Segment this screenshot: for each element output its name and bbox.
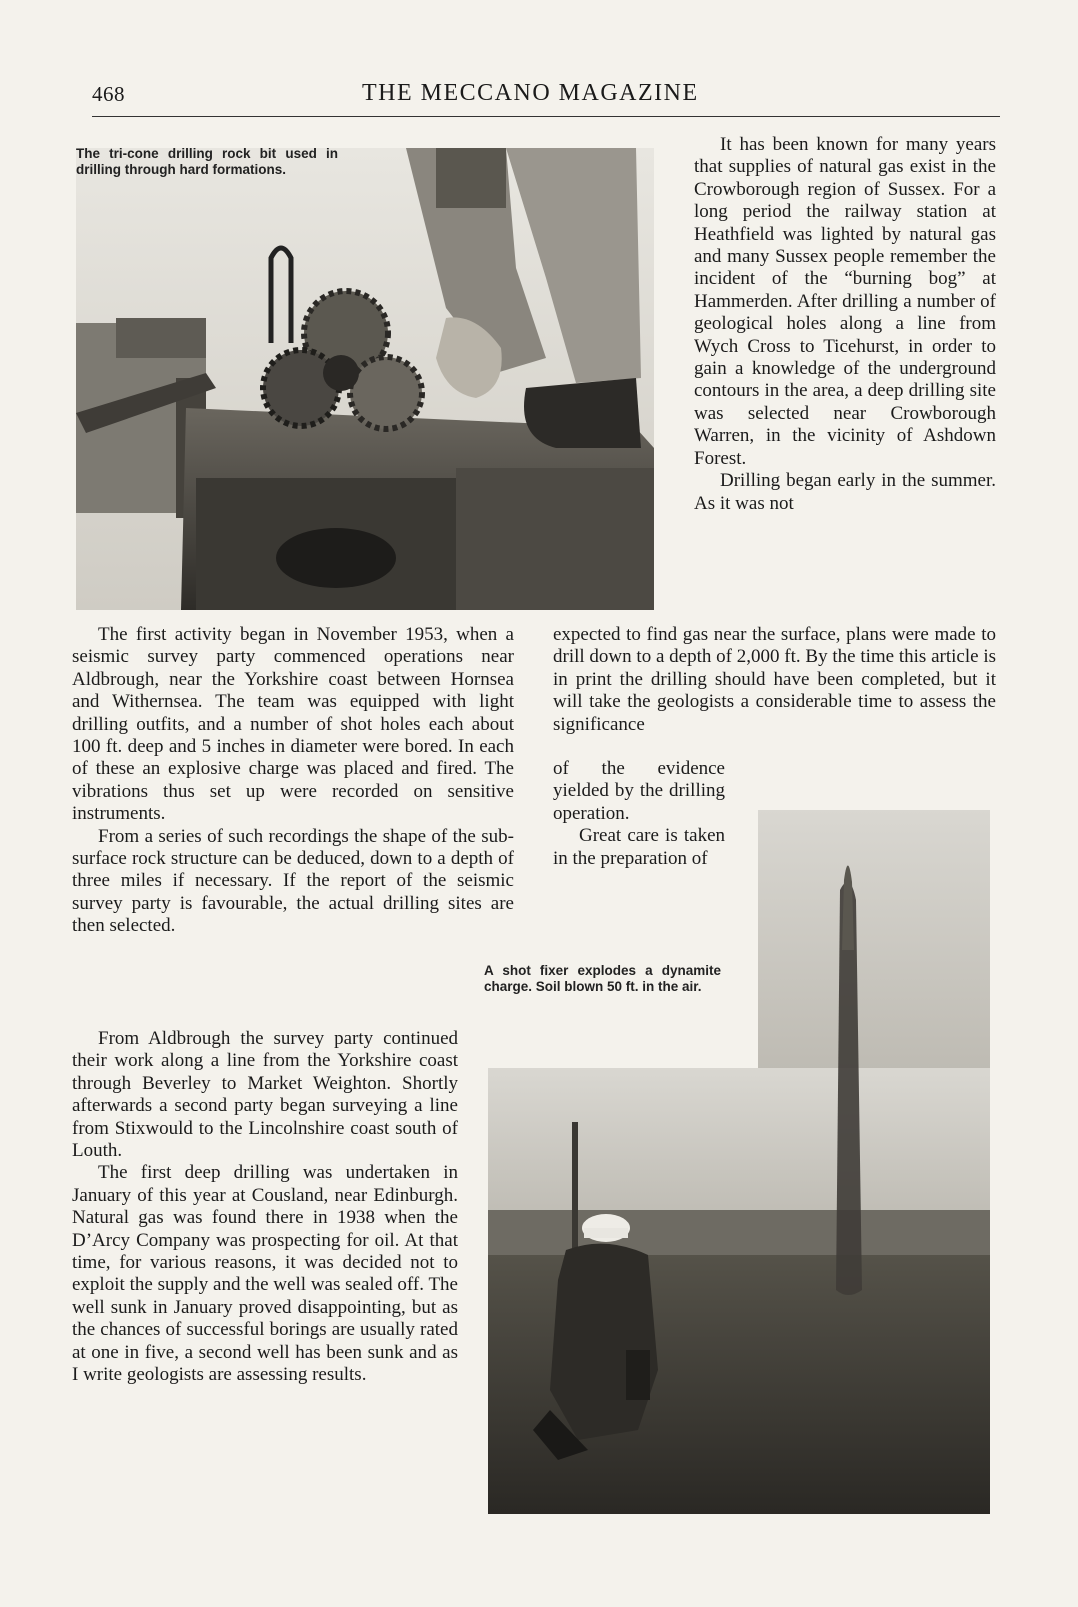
paragraph: Drilling began early in the summer. As it was not: [694, 470, 996, 514]
paragraph: The first activity began in November 1953, when a seismic survey party commenced operations near Aldbrough, near the Yorkshire coast between Hornsea and Withernsea. The team was equipped with light drilling outfits, and a number of shot holes each about 100 ft. deep and 5 inches in diameter were bored. In each of these an explosive charge was placed and fired. The vibrations thus set up were recorded on sensitive instruments.: [72, 624, 514, 825]
drill-bit-caption: The tri-cone drilling rock bit used in drilling through hard formations.: [76, 146, 338, 177]
paragraph: The first deep drilling was undertaken in January of this year at Cousland, near Edinburgh. Natural gas was found there in 1938 when the D’Arcy Company was prospecting for oil. At that time, for various reasons, it was decided not to exploit the supply and the well was sealed off. The well sunk in January proved disappointing, but as the chances of successful borings are usually rated at one in five, a second well has been sunk and as I write geologists are assessing results.: [72, 1162, 458, 1386]
paragraph: Great care is taken in the preparation of: [553, 825, 725, 869]
article-column-right-top: [694, 134, 996, 515]
magazine-title: THE MECCANO MAGAZINE: [362, 80, 699, 106]
page-number: 468: [92, 82, 125, 106]
explosion-photo: [488, 810, 990, 1514]
page-header: [92, 80, 1000, 117]
article-column-left-narrow: [72, 1028, 458, 1387]
paragraph: From Aldbrough the survey party continued their work along a line from the Yorkshire coast through Beverley to Market Weighton. Shortly afterwards a second party began surveying a line from Stixwould to the Lincolnshire coast south of Louth.: [72, 1028, 458, 1162]
paragraph: of the evidence yielded by the drilling operation.: [553, 758, 725, 824]
paragraph: It has been known for many years that supplies of natural gas exist in the Crowborough region of Sussex. For a long period the railway station at Heathfield was lighted by natural gas and many Sussex people remember the incident of the “burning bog” at Hammerden. After drilling a number of geological holes along a line from Wych Cross to Ticehurst, in order to gain a knowledge of the underground contours in the area, a deep drilling site was selected near Crowborough Warren, in the vicinity of Ashdown Forest.: [694, 134, 996, 469]
shot-fixer-caption: A shot fixer explodes a dynamite charge. Soil blown 50 ft. in the air.: [484, 963, 721, 994]
article-column-mid: [553, 624, 996, 758]
paragraph: From a series of such recordings the shape of the sub-surface rock structure can be deduced, down to a depth of three miles if necessary. If the report of the seismic survey party is favourable, the actual drilling sites are then selected.: [72, 825, 514, 937]
drill-bit-photo: [76, 148, 654, 610]
article-column-left: [72, 624, 514, 938]
paragraph: expected to find gas near the surface, plans were made to drill down to a depth of 2,000 ft. By the time this article is in print the drilling should have been completed, but it will take the geologists a considerable time to assess the significance: [553, 624, 996, 735]
